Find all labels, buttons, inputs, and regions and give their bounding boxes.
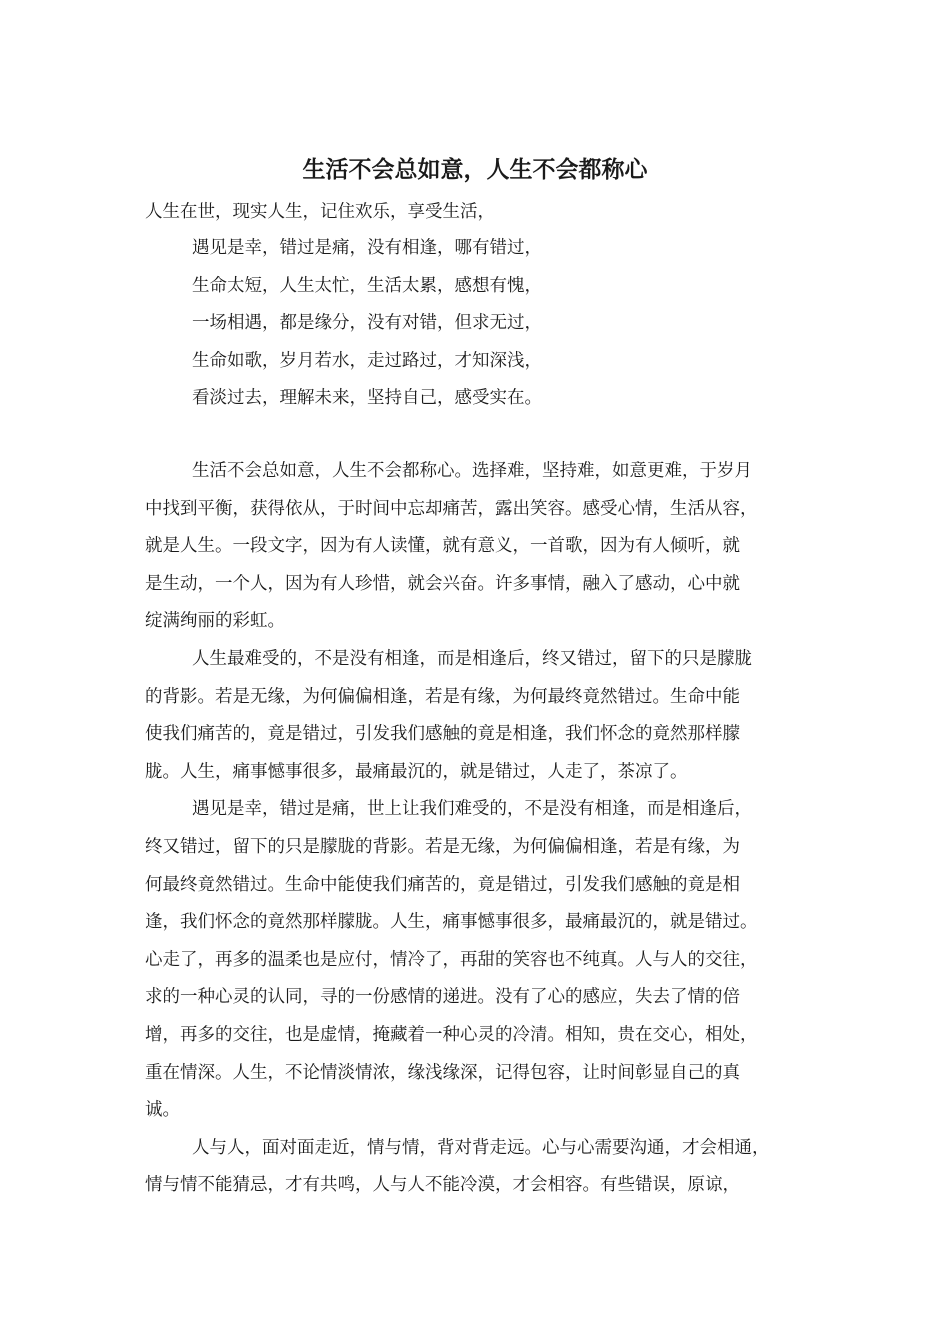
paragraph-line: 胧。人生，痛事憾事很多，最痛最沉的，就是错过，人走了，茶凉了。 bbox=[145, 761, 688, 782]
paragraph-line: 重在情深。人生，不论情淡情浓，缘浅缘深，记得包容，让时间彰显自己的真 bbox=[145, 1062, 740, 1083]
paragraph-line: 逢，我们怀念的竟然那样朦胧。人生，痛事憾事很多，最痛最沉的，就是错过。 bbox=[145, 912, 758, 933]
verse-line: 遇见是幸，错过是痛，没有相逢，哪有错过， bbox=[192, 238, 542, 258]
verse-line: 生命如歌，岁月若水，走过路过，才知深浅， bbox=[192, 350, 542, 371]
paragraph-line: 情与情不能猜忌，才有共鸣，人与人不能冷漠，才会相容。有些错误，原谅， bbox=[145, 1175, 740, 1196]
paragraph-line: 就是人生。一段文字，因为有人读懂，就有意义，一首歌，因为有人倾听，就 bbox=[145, 536, 740, 557]
paragraph-line: 增，再多的交往，也是虚情，掩藏着一种心灵的冷清。相知，贵在交心，相处， bbox=[145, 1024, 758, 1045]
paragraph-line: 生活不会总如意，人生不会都称心。选择难，坚持难，如意更难，于岁月 bbox=[192, 461, 752, 481]
paragraph-line: 使我们痛苦的，竟是错过，引发我们感触的竟是相逢，我们怀念的竟然那样朦 bbox=[145, 724, 740, 745]
verse-line: 生命太短，人生太忙，生活太累，感想有愧， bbox=[192, 275, 542, 296]
paragraph-line: 人与人，面对面走近，情与情，背对背走远。心与心需要沟通，才会相通， bbox=[192, 1137, 770, 1158]
paragraph-line: 绽满绚丽的彩虹。 bbox=[145, 611, 285, 632]
body-text bbox=[145, 456, 815, 1208]
paragraph-line: 的背影。若是无缘，为何偏偏相逢，若是有缘，为何最终竟然错过。生命中能 bbox=[145, 686, 740, 707]
paragraph-line: 中找到平衡，获得依从，于时间中忘却痛苦，露出笑容。感受心情，生活从容， bbox=[145, 498, 758, 519]
paragraph-line: 终又错过，留下的只是朦胧的背影。若是无缘，为何偏偏相逢，若是有缘，为 bbox=[145, 836, 740, 857]
paragraph-line: 诚。 bbox=[145, 1100, 180, 1121]
verse-line: 看淡过去，理解未来，坚持自己，感受实在。 bbox=[192, 388, 542, 409]
paragraph-line: 求的一种心灵的认同，寻的一份感情的递进。没有了心的感应，失去了情的倍 bbox=[145, 987, 740, 1008]
verse-block bbox=[192, 233, 542, 421]
document-title: 生活不会总如意，人生不会都称心 bbox=[302, 157, 648, 183]
paragraph-line: 遇见是幸，错过是痛，世上让我们难受的，不是没有相逢，而是相逢后， bbox=[192, 799, 752, 820]
paragraph-line: 心走了，再多的温柔也是应付，情冷了，再甜的笑容也不纯真。人与人的交往， bbox=[145, 949, 758, 970]
paragraph-line: 人生最难受的，不是没有相逢，而是相逢后，终又错过，留下的只是朦胧 bbox=[192, 648, 752, 669]
paragraph-line: 何最终竟然错过。生命中能使我们痛苦的，竟是错过，引发我们感触的竟是相 bbox=[145, 874, 740, 895]
intro-line: 人生在世，现实人生，记住欢乐，享受生活， bbox=[145, 202, 495, 222]
verse-line: 一场相遇，都是缘分，没有对错，但求无过， bbox=[192, 313, 542, 334]
paragraph-line: 是生动，一个人，因为有人珍惜，就会兴奋。许多事情，融入了感动，心中就 bbox=[145, 573, 740, 594]
